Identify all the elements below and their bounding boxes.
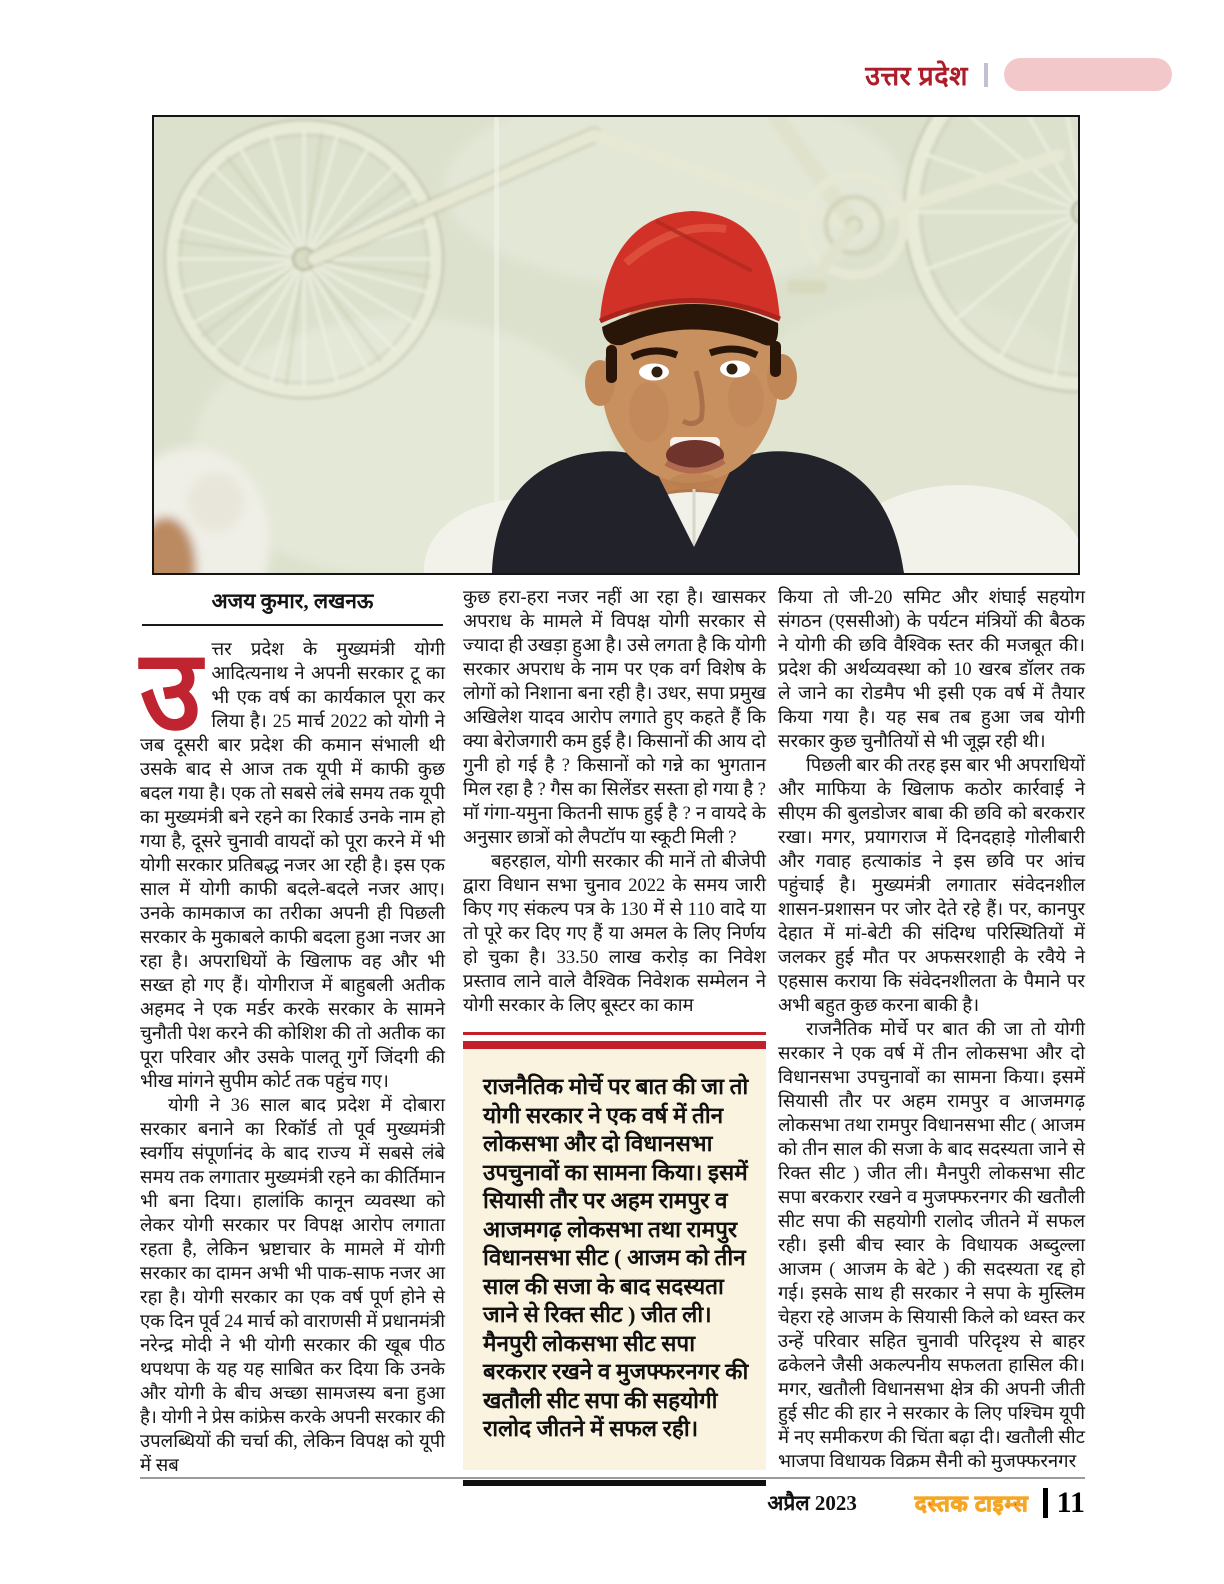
byline: अजय कुमार, लखनऊ — [142, 586, 443, 626]
drop-cap: उ — [140, 630, 202, 754]
pull-quote-rule-thick — [463, 1041, 766, 1049]
article-paragraph: राजनैतिक मोर्चे पर बात की जा तो योगी सरकार ने एक वर्ष में तीन लोकसभा और दो विधानसभा उपचुनावों का सामना किया। इसमें सियासी तौर पर अहम रामपुर व आजमगढ़ लोकसभा तथा रामपुर विधानसभा सीट ( आजम को तीन साल की सजा के बाद सदस्यता जाने से रिक्त सीट ) जीत ली। मैनपुरी लोकसभा सीट सपा बरकरार रखने व मुजफ्फरनगर की खतौली सीट सपा की सहयोगी रालोद जीतने में सफल रही। इसी बीच स्वार के विधायक अब्दुल्ला आजम ( आजम के बेटे ) की सदस्यता रद्द हो गई। इसके साथ ही सरकार ने सपा के मुस्लिम चेहरा रहे आजम के सियासी किले को ध्वस्त कर उन्हें परिवार सहित चुनावी परिदृश्य से बाहर ढकेलने जैसी अकल्पनीय सफलता हासिल की। मगर, खतौली विधानसभा क्षेत्र की अपनी जीती हुई सीट की हार ने सरकार के लिए पश्चिम यूपी में नए समीकरण की चिंता बढ़ा दी। खतौली सीट भाजपा विधायक विक्रम सैनी को मुजफ्फरनगर — [778, 1020, 1085, 1472]
article-paragraph — [140, 630, 445, 1094]
footer-divider-bar — [1043, 1488, 1048, 1518]
header-pill — [1004, 58, 1172, 91]
article-column-2 — [463, 586, 766, 1486]
page-number: 11 — [1056, 1486, 1085, 1519]
magazine-logo: दस्तक टाइम्स — [914, 1491, 1029, 1516]
paragraph-text: त्तर प्रदेश के मुख्यमंत्री योगी आदित्यनाथ ने अपनी सरकार टू का भी एक वर्ष का कार्यकाल पूरा कर लिया है। 25 मार्च 2022 को योगी ने जब दूसरी बार प्रदेश की कमान संभाली थी उसके बाद से आज तक यूपी में काफी कुछ बदल गया है। एक तो सबसे लंबे समय तक यूपी का मुख्यमंत्री बने रहने का रिकार्ड उनके नाम हो गया है, दूसरे चुनावी वायदों को पूरा करने में भी योगी सरकार प्रतिबद्ध नजर आ रही है। इस एक साल में योगी काफी बदले-बदले नजर आए। उनके कामकाज का तरीका अपनी ही पिछली सरकार के मुकाबले काफी बदला हुआ नजर आ रहा है। अपराधियों के खिलाफ वह और भी सख्त हो गए हैं। योगीराज में बाहुबली अतीक अहमद ने एक मर्डर करके सरकार के सामने चुनौती पेश करने की कोशिश की तो अतीक का पूरा परिवार और उसके पालतू गुर्गे जिंदगी की भीख मांगने सुपीम कोर्ट तक पहुंच गए। — [140, 640, 445, 1092]
photo-illustration — [154, 117, 1078, 573]
article-paragraph: योगी ने 36 साल बाद प्रदेश में दोबारा सरकार बनाने का रिकॉर्ड तो पूर्व मुख्यमंत्री स्वर्गीय संपूर्णानंद के बाद राज्य में सबसे लंबे समय तक लगातार मुख्यमंत्री रहने का कीर्तिमान भी बना दिया। हालांकि कानून व्यवस्था को लेकर योगी सरकार पर विपक्ष आरोप लगाता रहता है, लेकिन भ्रष्टाचार के मामले में योगी सरकार का दामन अभी भी पाक-साफ नजर आ रहा है। योगी सरकार का एक वर्ष पूर्ण होने से एक दिन पूर्व 24 मार्च को वाराणसी में प्रधानमंत्री नरेन्द्र मोदी ने भी योगी सरकार की खूब पीठ थपथपा के यह यह साबित कर दिया कि उनके और योगी के बीच अच्छा सामजस्य बना हुआ है। योगी ने प्रेस कांफ्रेस करके अपनी सरकार की उपलब्धियों की चर्चा की, लेकिन विपक्ष को यूपी में सब — [140, 1096, 445, 1476]
article-column-3 — [778, 586, 1085, 1474]
article-paragraph: किया तो जी-20 समिट और शंघाई सहयोग संगठन (एससीओ) के पर्यटन मंत्रियों की बैठक ने योगी की छवि वैश्विक स्तर की मजबूत की। प्रदेश की अर्थव्यवस्था को 10 खरब डॉलर तक ले जाने का रोडमैप भी इसी एक वर्ष में तैयार किया गया है। यह सब तब हुआ जब योगी सरकार कुछ चुनौतियों से भी जूझ रही थी। — [778, 588, 1085, 752]
footer-issue-month: अप्रैल 2023 — [767, 1491, 857, 1515]
article-paragraph: कुछ हरा-हरा नजर नहीं आ रहा है। खासकर अपराध के मामले में विपक्ष योगी सरकार से ज्यादा ही उखड़ा हुआ है। उसे लगता है कि योगी सरकार अपराध के नाम पर एक वर्ग विशेष के लोगों को निशाना बना रही है। उधर, सपा प्रमुख अखिलेश यादव आरोप लगाते हुए कहते हैं कि क्या बेरोजगारी कम हुई है। किसानों की आय दो गुनी हो गई है ? किसानों को गन्ने का भुगतान मिल रहा है ? गैस का सिलेंडर सस्ता हो गया है ? मॉ गंगा-यमुना कितनी साफ हुई है ? न वायदे के अनुसार छात्रों को लैपटॉप या स्कूटी मिली ? — [463, 588, 766, 848]
section-title: उत्तर प्रदेश — [865, 61, 968, 91]
header-divider — [984, 63, 988, 87]
page-header — [140, 56, 1172, 93]
pull-quote-body — [463, 1049, 766, 1470]
article-paragraph: पिछली बार की तरह इस बार भी अपराधियों और माफिया के खिलाफ कठोर कार्रवाई ने सीएम की बुलडोजर बाबा की छवि को बरकरार रखा। मगर, प्रयागराज में दिनदहाड़े गोलीबारी और गवाह हत्याकांड ने इस छवि पर आंच पहुंचाई है। मुख्यमंत्री लगातार संवेदनशील शासन-प्रशासन पर जोर देते रहे हैं। पर, कानपुर देहात में मां-बेटी की संदिग्ध परिस्थितियों में जलकर हुई मौत पर अफसरशाही के रवैये ने एहसास कराया कि संवेदनशीलता के पैमाने पर अभी बहुत कुछ करना बाकी है। — [778, 756, 1085, 1016]
pull-quote-box — [463, 1032, 766, 1486]
article-photo — [152, 115, 1080, 575]
page-footer — [140, 1477, 1085, 1518]
pull-quote-text: राजनैतिक मोर्चे पर बात की जा तो योगी सरकार ने एक वर्ष में तीन लोकसभा और दो विधानसभा उपचुनावों का सामना किया। इसमें सियासी तौर पर अहम रामपुर व आजमगढ़ लोकसभा तथा रामपुर विधानसभा सीट ( आजम को तीन साल की सजा के बाद सदस्यता जाने से रिक्त सीट ) जीत ली। मैनपुरी लोकसभा सीट सपा बरकरार रखने व मुजफ्फरनगर की खतौली सीट सपा की सहयोगी रालोद जीतने में सफल रही। — [483, 1074, 749, 1441]
article-column-1 — [140, 586, 445, 1478]
article-paragraph: बहरहाल, योगी सरकार की मानें तो बीजेपी द्वारा विधान सभा चुनाव 2022 के समय जारी किए गए संकल्प पत्र के 130 में से 110 वादे या तो पूरे कर दिए गए हैं या अमल के लिए निर्णय हो चुका है। 33.50 लाख करोड़ का निवेश प्रस्ताव लाने वाले वैश्विक निवेशक सम्मेलन ने योगी सरकार के लिए बूस्टर का काम — [463, 852, 766, 1016]
